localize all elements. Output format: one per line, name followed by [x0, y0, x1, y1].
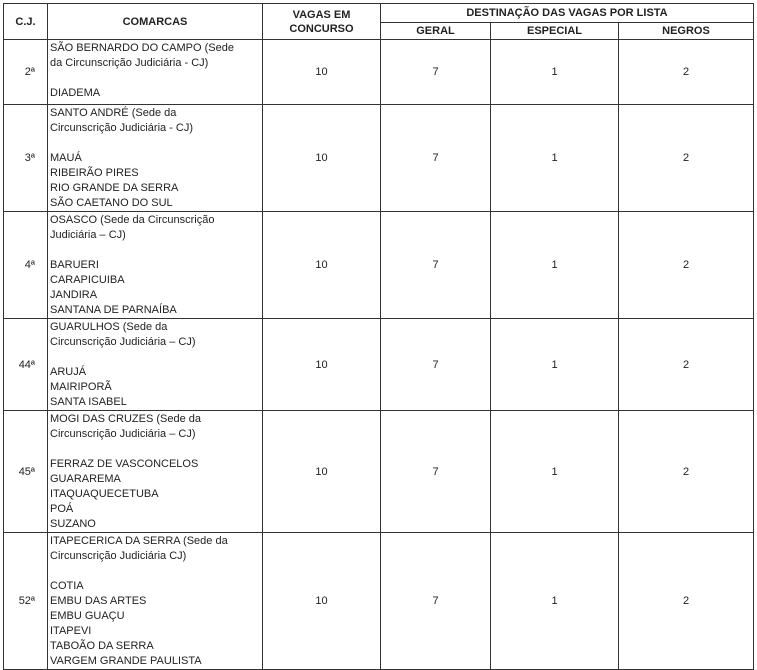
- header-vagas-line2: CONCURSO: [289, 22, 354, 35]
- sede-line: Circunscrição Judiciária CJ): [50, 550, 187, 562]
- vagas-cell: 10: [263, 319, 381, 411]
- blank-line: [50, 243, 260, 258]
- comarcas-cell: [48, 40, 263, 105]
- especial-cell: 1: [491, 105, 619, 212]
- comarca-line: DIADEMA: [50, 87, 101, 99]
- sede-line: Circunscrição Judiciária – CJ): [50, 336, 196, 348]
- comarca-line: ARUJÁ: [50, 366, 87, 378]
- comarca-line: GUARAREMA: [50, 473, 121, 485]
- cj-cell: 44ª: [4, 319, 48, 411]
- table-row: [4, 533, 754, 670]
- geral-cell: 7: [381, 533, 491, 670]
- geral-cell: 7: [381, 212, 491, 319]
- comarca-line: COTIA: [50, 580, 84, 592]
- sede-line: Judiciária – CJ): [50, 229, 126, 241]
- comarcas-cell: [48, 411, 263, 533]
- negros-cell: 2: [619, 319, 754, 411]
- comarca-line: SANTANA DE PARNAÍBA: [50, 304, 177, 316]
- sede-line: ITAPECERICA DA SERRA (Sede da: [50, 535, 228, 547]
- sede-line: GUARULHOS (Sede da: [50, 321, 168, 333]
- especial-cell: 1: [491, 212, 619, 319]
- header-destinacao: DESTINAÇÃO DAS VAGAS POR LISTA: [381, 4, 754, 23]
- header-especial: ESPECIAL: [491, 23, 619, 40]
- comarcas-cell: [48, 533, 263, 670]
- cj-cell: 45ª: [4, 411, 48, 533]
- header-comarcas: COMARCAS: [48, 4, 263, 40]
- cj-cell: 2ª: [4, 40, 48, 105]
- comarca-line: SÃO CAETANO DO SUL: [50, 197, 173, 209]
- cj-cell: 52ª: [4, 533, 48, 670]
- blank-line: [50, 136, 260, 151]
- geral-cell: 7: [381, 319, 491, 411]
- sede-line: SANTO ANDRÉ (Sede da: [50, 107, 177, 119]
- comarca-line: EMBU GUAÇU: [50, 610, 125, 622]
- geral-cell: 7: [381, 105, 491, 212]
- comarca-line: EMBU DAS ARTES: [50, 595, 147, 607]
- especial-cell: 1: [491, 40, 619, 105]
- table-row: [4, 319, 754, 411]
- header-cj: C.J.: [4, 4, 48, 40]
- comarcas-cell: [48, 212, 263, 319]
- comarca-line: FERRAZ DE VASCONCELOS: [50, 458, 199, 470]
- comarca-line: JANDIRA: [50, 289, 98, 301]
- cj-cell: 4ª: [4, 212, 48, 319]
- header-negros: NEGROS: [619, 23, 754, 40]
- vagas-table: [3, 3, 754, 670]
- blank-line: [50, 564, 260, 579]
- comarca-line: ITAQUAQUECETUBA: [50, 488, 159, 500]
- blank-line: [50, 71, 260, 86]
- comarca-line: TABOÃO DA SERRA: [50, 640, 154, 652]
- negros-cell: 2: [619, 411, 754, 533]
- especial-cell: 1: [491, 319, 619, 411]
- comarcas-cell: [48, 319, 263, 411]
- geral-cell: 7: [381, 40, 491, 105]
- vagas-cell: 10: [263, 40, 381, 105]
- comarca-line: VARGEM GRANDE PAULISTA: [50, 655, 202, 667]
- sede-line: Circunscrição Judiciária - CJ): [50, 122, 194, 134]
- comarca-line: SUZANO: [50, 518, 96, 530]
- sede-line: SÃO BERNARDO DO CAMPO (Sede: [50, 42, 234, 54]
- header-geral: GERAL: [381, 23, 491, 40]
- negros-cell: 2: [619, 40, 754, 105]
- sede-line: Circunscrição Judiciária – CJ): [50, 428, 196, 440]
- comarca-line: SANTA ISABEL: [50, 396, 127, 408]
- negros-cell: 2: [619, 105, 754, 212]
- comarca-line: BARUERI: [50, 259, 99, 271]
- header-vagas: [263, 4, 381, 40]
- vagas-cell: 10: [263, 411, 381, 533]
- especial-cell: 1: [491, 533, 619, 670]
- vagas-cell: 10: [263, 212, 381, 319]
- table-row: [4, 40, 754, 105]
- table-row: [4, 212, 754, 319]
- header-vagas-line1: VAGAS EM: [292, 8, 351, 21]
- vagas-cell: 10: [263, 533, 381, 670]
- cj-cell: 3ª: [4, 105, 48, 212]
- comarca-line: CARAPICUIBA: [50, 274, 125, 286]
- sede-line: MOGI DAS CRUZES (Sede da: [50, 413, 201, 425]
- blank-line: [50, 442, 260, 457]
- sede-line: OSASCO (Sede da Circunscrição: [50, 214, 215, 226]
- comarca-line: RIBEIRÃO PIRES: [50, 167, 139, 179]
- table-row: [4, 105, 754, 212]
- table-row: [4, 411, 754, 533]
- comarca-line: ITAPEVI: [50, 625, 92, 637]
- comarcas-cell: [48, 105, 263, 212]
- vagas-cell: 10: [263, 105, 381, 212]
- comarca-line: MAUÁ: [50, 152, 82, 164]
- negros-cell: 2: [619, 533, 754, 670]
- sede-line: da Circunscrição Judiciária - CJ): [50, 57, 209, 69]
- comarca-line: RIO GRANDE DA SERRA: [50, 182, 179, 194]
- comarca-line: MAIRIPORÃ: [50, 381, 112, 393]
- comarca-line: POÁ: [50, 503, 74, 515]
- blank-line: [50, 350, 260, 365]
- negros-cell: 2: [619, 212, 754, 319]
- especial-cell: 1: [491, 411, 619, 533]
- geral-cell: 7: [381, 411, 491, 533]
